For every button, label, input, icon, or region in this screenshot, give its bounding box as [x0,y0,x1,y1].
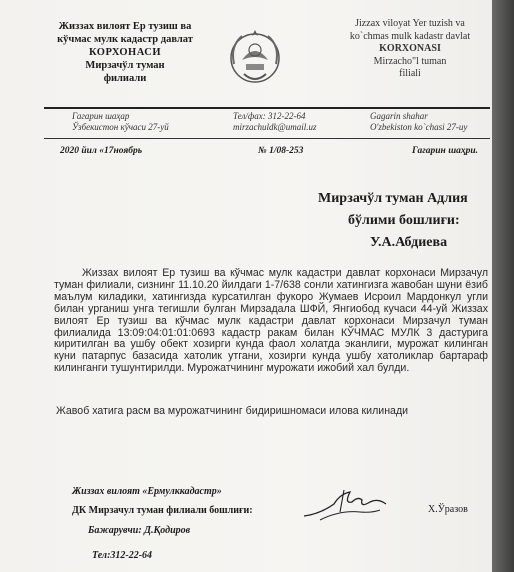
letter-body: Жиззах вилоят Ер тузиш ва кўчмас мулк кадастри давлат корхонаси Мирзачул туман филиали, сизнинг 11.10.20 йилдаги 1-7/638 сонли хатингизга жавобан шуни ёзиб маълум киладики, хатингизда курсатилган фукоро Жумаев Исроил Мардонкул угли билан урганиш унга тегишли булган Мирзадала ШФЙ, Янгиобод кучаси 44-уй Жиззах вилоят Ер тузиш ва кўчмас мулк кадастри давлат корхонаси Мирзачул туман филиалида 13:09:04:01:01:0693 кадастр ракам билан КЎЧМАС МУЛК 3 дастурига киритилган ва ушбу обект хозирги кунда фаол холатда эканлиги, мурожат килинган куни патарпус базасида хатолик утгани, хозирги кунда ушбу хатоликлар бартараф килинганги тушунтирилди. Мурожатчининг мурожати ижобий хал булди. [54,267,488,375]
header-right-line: Mirzacho"l tuman [373,55,447,67]
address-line: Gagarin shahar [370,111,428,121]
letter-city: Гагарин шаҳри. [412,146,479,156]
header-left-org [50,20,200,85]
phone-fax: Тел/фах: 312-22-64 [233,111,306,121]
header-right-org [330,18,490,81]
header-right-line: filiali [399,68,421,79]
letter-date: 2020 йил «17ноябрь [60,146,143,156]
header-left-line: Мирзачўл туман [85,60,165,71]
attachment-note: Жавоб хатига раcм ва мурожатчининг бидиришномаси илова килинади [56,405,409,417]
header-right-line: Jizzax viloyat Yer tuzish va [355,18,465,29]
address-right [370,111,467,133]
signer-org-line-1: Жиззах вилоят «Ермулккадастр» [72,486,222,497]
state-emblem-icon [224,24,286,90]
signature-icon [300,486,390,526]
header-right-line: KORXONASI [379,43,441,54]
recipient-name: У.А.Абдиева [370,235,448,250]
header-left-line: филиали [103,73,147,84]
header-left-line: Жиззах вилоят Ер тузиш ва [58,21,192,32]
header-left-line: кўчмас мулк кадастр давлат [57,34,193,45]
header-left-line: КОРХОНАСИ [88,47,162,58]
recipient-line-2: бўлими бошлиғи: [348,213,460,228]
recipient-line-1: Мирзачўл туман Адлия [318,191,468,206]
address-line: Гагарин шаҳар [72,111,130,121]
letter-number: № 1/08-253 [258,146,304,156]
header-divider [44,107,490,109]
address-line: O'zbekiston ko`chasi 27-uy [370,122,468,132]
address-left [72,111,169,133]
header-right-line: ko`chmas mulk kadastr davlat [349,30,471,42]
signer-org-line-2: ДК Мирзачул туман филиали бошлиғи: [72,505,253,516]
signer-name: Х.Ўразов [428,504,468,515]
address-divider [44,138,490,139]
address-center [233,111,317,133]
page-background-edge [492,0,514,572]
email: mirzachuldk@umail.uz [233,122,317,132]
executor: Бажарувчи: Д.Қодиров [88,525,191,536]
executor-phone: Тел:312-22-64 [92,550,153,561]
address-line: Ўзбекистон кўчаси 27-уй [72,122,169,132]
